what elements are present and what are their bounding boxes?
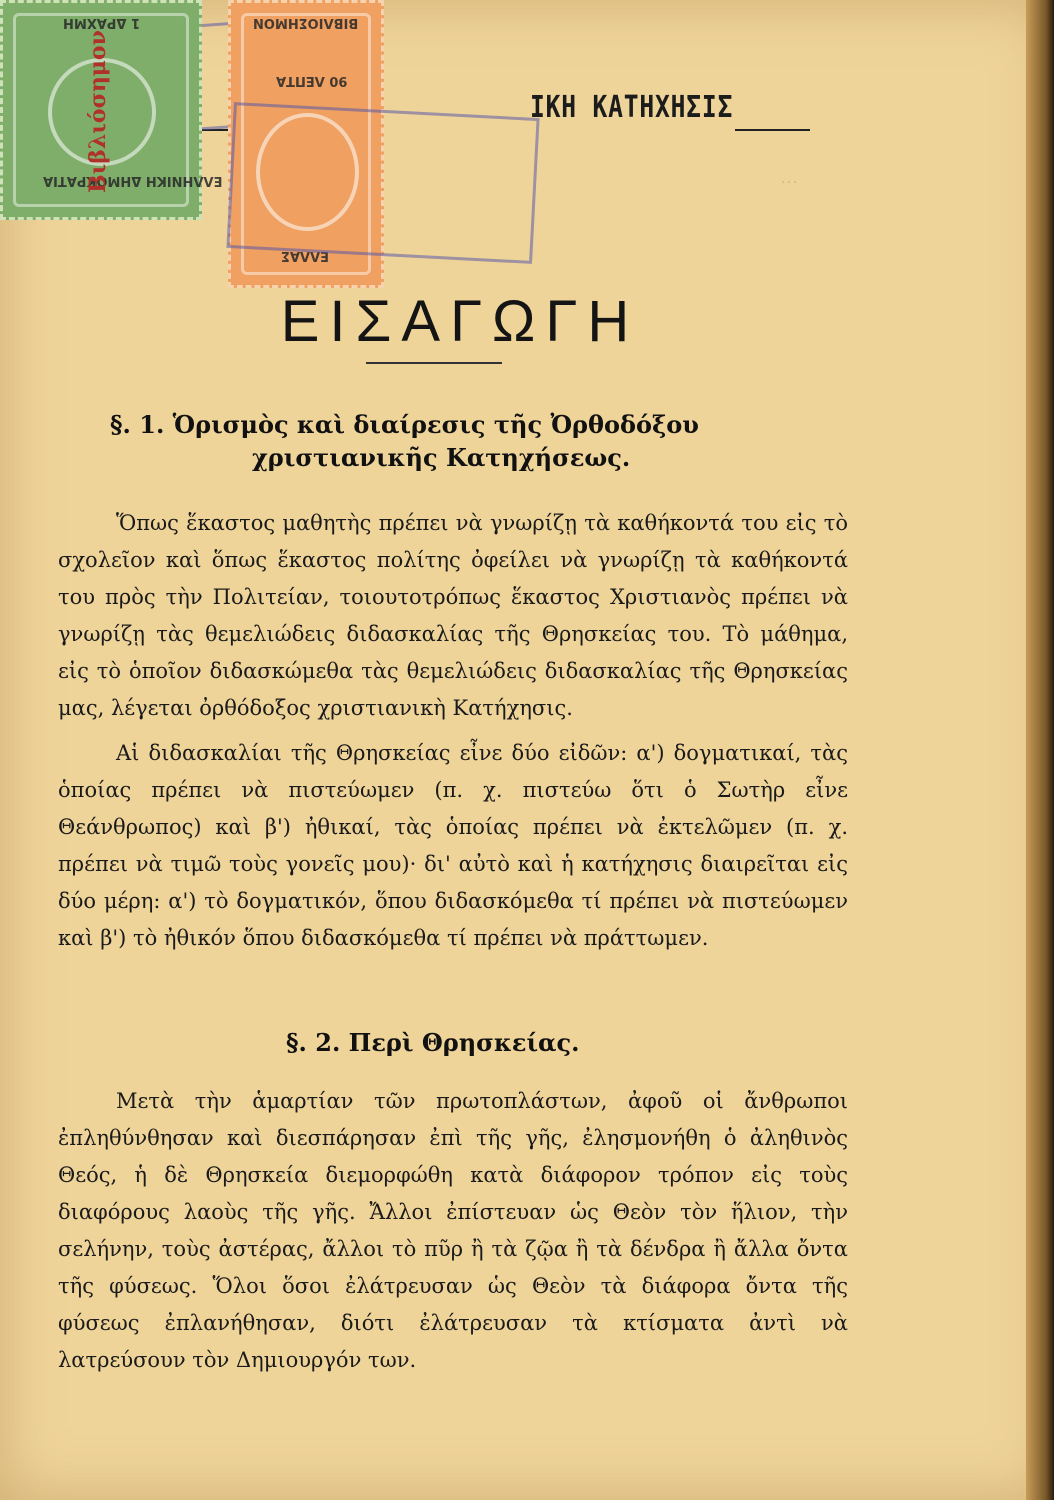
stamp-overprint: Βιβλιόσημον	[85, 30, 111, 193]
stamp-country: ΕΛΛΑΣ	[281, 248, 329, 263]
section-2-paragraph-1: Μετὰ τὴν ἁμαρτίαν τῶν πρωτοπλάστων, ἀφοῦ οἱ ἄνθρωποι ἐπληθύνθησαν καὶ διεσπάρησαν ἐπὶ τῆς γῆς, ἐλησμονήθη ὁ ἀληθινὸς Θεός, ἡ δὲ Θρησκεία διεμορφώθη κατὰ διάφορον τρόπον εἰς τοὺς διαφόρους λαοὺς τῆς γῆς. Ἄλλοι ἐπίστευαν ὡς Θεὸν τὸν ἥλιον, τὴν σελήνην, τοὺς ἀστέρας, ἄλλοι τὸ πῦρ ἢ τὰ ζῷα ἢ τὰ δένδρα ἢ ἄλλα ὄντα τῆς φύσεως. Ὅλοι ὅσοι ἐλάτρευσαν ὡς Θεὸν τὰ διάφορα ὄντα τῆς φύσεως ἐπλανήθησαν, διότι ἐλάτρευσαν τὰ κτίσματα ἀντὶ νὰ λατρεύσουν τὸν Δημιουργόν των.	[58, 1089, 848, 1372]
stamp-value: 90 ΛΕΠΤΑ	[276, 73, 348, 88]
revenue-stamp-green	[0, 0, 223, 220]
stamp-label: ΒΙΒΛΙΟΣΗΜΟΝ	[253, 15, 359, 30]
cancellation-mark	[226, 102, 539, 264]
section-2-heading: §. 2. Περὶ Θρησκείας.	[286, 1028, 580, 1057]
running-head-rule-right	[735, 129, 810, 131]
chapter-title-rule	[366, 362, 502, 364]
stamp-value: 1 ΔΡΑΧΜΗ	[63, 15, 141, 30]
section-1-paragraph-1: Ὅπως ἕκαστος μαθητὴς πρέπει νὰ γνωρίζῃ τὰ καθήκοντά του εἰς τὸ σχολεῖον καὶ ὅπως ἕκαστος πολίτης ὀφείλει νὰ γνωρίζῃ τὰ καθήκοντά του πρὸς τὴν Πολιτείαν, τοιουτοτρόπως ἕκαστος Χριστιανὸς πρέπει νὰ γνωρίζῃ τὰς θεμελιώδεις διδασκαλίας τῆς Θρησκείας του. Τὸ μάθημα, εἰς τὸ ὁποῖον διδασκώμεθα τὰς θεμελιώδεις διδασκαλίας τῆς Θρησκείας μας, λέγεται ὀρθόδοξος χριστιανικὴ Κατήχησις.	[58, 511, 848, 720]
page-binding-edge	[1026, 0, 1054, 1500]
bleed-through-text: …	[780, 167, 798, 188]
section-1-paragraph-2: Αἱ διδασκαλίαι τῆς Θρησκείας εἶνε δύο εἰδῶν: α') δογματικαί, τὰς ὁποίας πρέπει νὰ πιστεύωμεν (π. χ. πιστεύω ὅτι ὁ Σωτὴρ εἶνε Θεάνθρωπος) καὶ β') ἠθικαί, τὰς ὁποίας πρέπει νὰ ἐκτελῶμεν (π. χ. πρέπει νὰ τιμῶ τοὺς γονεῖς μου)· δι' αὐτὸ καὶ ἡ κατήχησις διαιρεῖται εἰς δύο μέρη: α') τὸ δογματικόν, ὅπου διδασκόμεθα τί πρέπει νὰ πιστεύωμεν καὶ β') τὸ ἠθικόν ὅπου διδασκόμεθα τί πρέπει νὰ πράττωμεν.	[58, 741, 848, 950]
section-1-heading-line2: χριστιανικῆς Κατηχήσεως.	[252, 443, 631, 472]
running-head-title: ΙΚΗ ΚΑΤΗΧΗΣΙΣ	[530, 90, 734, 125]
stamp-country: ΕΛΛΗΝΙΚΗ ΔΗΜΟΚΡΑΤΙΑ	[43, 173, 223, 188]
chapter-title: ΕΙΣΑΓΩΓΗ	[280, 289, 640, 354]
section-1-heading-line1: §. 1. Ὁρισμὸς καὶ διαίρεσις τῆς Ὀρθοδόξου	[110, 410, 699, 439]
